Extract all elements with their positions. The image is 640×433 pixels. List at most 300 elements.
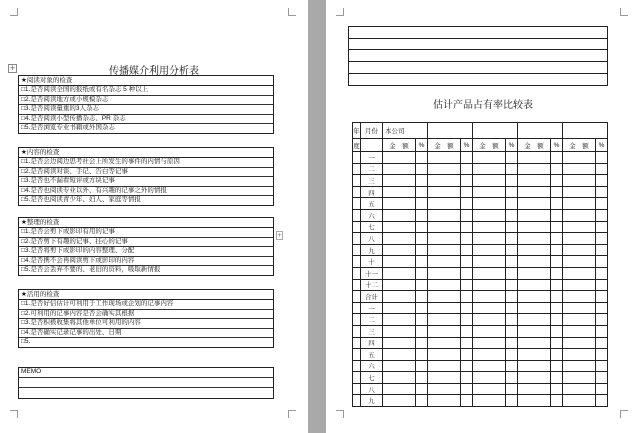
percent-header-cell: % (551, 139, 563, 152)
data-cell[interactable] (506, 256, 518, 268)
data-cell[interactable] (473, 186, 506, 198)
data-cell[interactable] (428, 360, 461, 372)
data-cell[interactable] (506, 163, 518, 175)
data-cell[interactable] (563, 279, 596, 291)
data-cell[interactable] (551, 279, 563, 291)
data-cell[interactable] (518, 244, 551, 256)
checklist-item: □5.是否也阅读青少年、妇人、家庭等情报 (21, 195, 141, 203)
data-cell[interactable] (551, 395, 563, 407)
data-cell[interactable] (563, 152, 596, 164)
data-cell[interactable] (383, 221, 416, 233)
crop-mark-bottom-right (288, 410, 296, 418)
data-cell[interactable] (473, 233, 506, 245)
amount-header-cell: 金 额 (383, 139, 416, 152)
data-cell[interactable] (551, 349, 563, 361)
data-cell[interactable] (506, 221, 518, 233)
data-cell[interactable] (473, 152, 506, 164)
data-cell[interactable] (563, 256, 596, 268)
data-cell[interactable] (518, 349, 551, 361)
table-row (353, 267, 608, 279)
data-cell[interactable] (596, 349, 608, 361)
data-cell[interactable] (551, 325, 563, 337)
checklist-item: □1.是否会边阅边思考社会上所发生的事件的内情与原因 (19, 158, 273, 167)
data-cell[interactable] (506, 302, 518, 314)
data-cell[interactable] (416, 244, 428, 256)
data-cell[interactable] (563, 163, 596, 175)
data-cell[interactable] (416, 186, 428, 198)
month-label-cell: 十二 (361, 279, 383, 291)
data-cell[interactable] (383, 279, 416, 291)
year-cell (353, 383, 361, 395)
data-cell[interactable] (506, 372, 518, 384)
data-cell[interactable] (551, 209, 563, 221)
data-cell[interactable] (383, 152, 416, 164)
checklist-item: □3.是否将剪下或影印的内容整理、分配 (19, 247, 273, 256)
data-cell[interactable] (563, 291, 596, 303)
amount-header-cell: 金 额 (563, 139, 596, 152)
data-cell[interactable] (416, 152, 428, 164)
data-cell[interactable] (383, 360, 416, 372)
data-cell[interactable] (473, 209, 506, 221)
data-cell[interactable] (563, 175, 596, 187)
data-cell[interactable] (461, 233, 473, 245)
data-cell[interactable] (383, 175, 416, 187)
data-cell[interactable] (428, 209, 461, 221)
data-cell[interactable] (518, 395, 551, 407)
year-header-cell: 年 (353, 123, 361, 139)
blank-header-cell (361, 139, 383, 152)
data-cell[interactable] (461, 314, 473, 326)
checklist-item: □3.是否也不漏看短评或方块记事 (19, 177, 273, 186)
data-cell[interactable] (428, 349, 461, 361)
competitor-header-cell (518, 123, 563, 139)
year-cell (353, 372, 361, 384)
data-cell[interactable] (506, 244, 518, 256)
data-cell[interactable] (461, 267, 473, 279)
data-cell[interactable] (551, 256, 563, 268)
month-label-cell: 八 (361, 233, 383, 245)
data-cell[interactable] (416, 175, 428, 187)
data-cell[interactable] (473, 302, 506, 314)
data-cell[interactable] (551, 267, 563, 279)
data-cell[interactable] (383, 325, 416, 337)
data-cell[interactable] (506, 209, 518, 221)
data-cell[interactable] (428, 291, 461, 303)
data-cell[interactable] (461, 383, 473, 395)
table-row (353, 325, 608, 337)
data-cell[interactable] (563, 198, 596, 210)
data-cell[interactable] (506, 314, 518, 326)
data-cell[interactable] (461, 198, 473, 210)
data-cell[interactable] (416, 360, 428, 372)
data-cell[interactable] (473, 349, 506, 361)
data-cell[interactable] (428, 198, 461, 210)
data-cell[interactable] (596, 209, 608, 221)
checklist-item: □3.是否积极收集将其他单位可利用的内容 (19, 319, 273, 328)
checklist-item: □2.是否阅读地方或小规模杂志 (19, 96, 273, 105)
data-cell[interactable] (563, 244, 596, 256)
data-cell[interactable] (596, 337, 608, 349)
data-cell[interactable] (461, 372, 473, 384)
table-row (353, 302, 608, 314)
checklist-item: □2.是否剪下有趣的记事、挂心的记事 (19, 238, 273, 247)
data-cell[interactable] (518, 186, 551, 198)
data-cell[interactable] (506, 267, 518, 279)
data-cell[interactable] (563, 233, 596, 245)
table-move-handle-icon[interactable]: + (9, 64, 16, 72)
data-cell[interactable] (563, 267, 596, 279)
data-cell[interactable] (518, 314, 551, 326)
checklist-item: □3.是否阅读量重的3人杂志 (19, 105, 273, 114)
data-cell[interactable] (416, 337, 428, 349)
data-cell[interactable] (506, 152, 518, 164)
data-cell[interactable] (383, 349, 416, 361)
blank-line (349, 39, 607, 51)
data-cell[interactable] (551, 198, 563, 210)
blank-lined-box (348, 26, 608, 86)
data-cell[interactable] (563, 360, 596, 372)
data-cell[interactable] (461, 360, 473, 372)
data-cell[interactable] (563, 302, 596, 314)
data-cell[interactable] (551, 186, 563, 198)
data-cell[interactable] (428, 383, 461, 395)
data-cell[interactable] (416, 349, 428, 361)
data-cell[interactable] (551, 244, 563, 256)
data-cell[interactable] (428, 267, 461, 279)
data-cell[interactable] (461, 302, 473, 314)
data-cell[interactable] (416, 256, 428, 268)
data-cell[interactable] (383, 267, 416, 279)
data-cell[interactable] (383, 256, 416, 268)
data-cell[interactable] (383, 186, 416, 198)
data-cell[interactable] (596, 198, 608, 210)
data-cell[interactable] (416, 383, 428, 395)
data-cell[interactable] (506, 360, 518, 372)
data-cell[interactable] (383, 244, 416, 256)
year-cell (353, 395, 361, 407)
data-cell[interactable] (596, 152, 608, 164)
data-cell[interactable] (416, 221, 428, 233)
data-cell[interactable] (428, 256, 461, 268)
data-cell[interactable] (428, 314, 461, 326)
year-cell (353, 244, 361, 256)
data-cell[interactable] (473, 314, 506, 326)
data-cell[interactable] (563, 325, 596, 337)
data-cell[interactable] (596, 360, 608, 372)
data-cell[interactable] (473, 325, 506, 337)
amount-header-cell: 金 额 (473, 139, 506, 152)
data-cell[interactable] (551, 302, 563, 314)
data-cell[interactable] (518, 175, 551, 187)
data-cell[interactable] (416, 279, 428, 291)
checklist-item: □4.是否携不会再阅读剪下或影印的内容 (19, 257, 273, 266)
data-cell[interactable] (518, 383, 551, 395)
data-cell[interactable] (551, 152, 563, 164)
data-cell[interactable] (473, 279, 506, 291)
year-cell (353, 267, 361, 279)
data-cell[interactable] (563, 314, 596, 326)
data-cell[interactable] (518, 209, 551, 221)
data-cell[interactable] (506, 233, 518, 245)
data-cell[interactable] (461, 395, 473, 407)
year-cell (353, 186, 361, 198)
data-cell[interactable] (506, 395, 518, 407)
data-cell[interactable] (383, 233, 416, 245)
data-cell[interactable] (428, 186, 461, 198)
data-cell[interactable] (518, 267, 551, 279)
month-header-cell: 月份 (361, 123, 383, 139)
data-cell[interactable] (551, 163, 563, 175)
data-cell[interactable] (473, 395, 506, 407)
data-cell[interactable] (506, 337, 518, 349)
table-row (353, 209, 608, 221)
data-cell[interactable] (563, 186, 596, 198)
data-cell[interactable] (383, 372, 416, 384)
data-cell[interactable] (416, 302, 428, 314)
table-row (353, 395, 608, 407)
month-label-cell: 十 (361, 256, 383, 268)
checklist-item: □5. (21, 337, 31, 345)
data-cell[interactable] (461, 209, 473, 221)
data-cell[interactable] (473, 372, 506, 384)
data-cell[interactable] (461, 325, 473, 337)
data-cell[interactable] (596, 395, 608, 407)
data-cell[interactable] (473, 337, 506, 349)
data-cell[interactable] (596, 233, 608, 245)
data-cell[interactable] (563, 349, 596, 361)
table-row (353, 279, 608, 291)
data-cell[interactable] (383, 291, 416, 303)
percent-header-cell: % (506, 139, 518, 152)
left-document-page (0, 0, 308, 433)
data-cell[interactable] (428, 233, 461, 245)
data-cell[interactable] (428, 221, 461, 233)
data-cell[interactable] (563, 383, 596, 395)
checklist-item: □4.是否也阅读专业以外、有兴趣的记事之外的情报 (19, 187, 273, 196)
section-heading: ★内容的检查 (21, 149, 60, 156)
data-cell[interactable] (596, 175, 608, 187)
data-cell[interactable] (461, 244, 473, 256)
data-cell[interactable] (506, 198, 518, 210)
data-cell[interactable] (461, 279, 473, 291)
data-cell[interactable] (551, 314, 563, 326)
data-cell[interactable] (563, 337, 596, 349)
checklist-item: □5.是否会丢弃不要的、老旧的资料，吸取新情报 (21, 265, 161, 273)
data-cell[interactable] (551, 372, 563, 384)
year-cell (353, 163, 361, 175)
data-cell[interactable] (461, 221, 473, 233)
data-cell[interactable] (416, 291, 428, 303)
data-cell[interactable] (596, 291, 608, 303)
data-cell[interactable] (461, 256, 473, 268)
data-cell[interactable] (416, 395, 428, 407)
data-cell[interactable] (563, 221, 596, 233)
data-cell[interactable] (596, 383, 608, 395)
data-cell[interactable] (563, 395, 596, 407)
table-row (353, 360, 608, 372)
month-label-cell: 六 (361, 209, 383, 221)
data-cell[interactable] (596, 372, 608, 384)
data-cell[interactable] (506, 279, 518, 291)
data-cell[interactable] (473, 383, 506, 395)
data-cell[interactable] (551, 383, 563, 395)
data-cell[interactable] (383, 383, 416, 395)
data-cell[interactable] (473, 163, 506, 175)
data-cell[interactable] (416, 267, 428, 279)
data-cell[interactable] (596, 279, 608, 291)
data-cell[interactable] (416, 372, 428, 384)
data-cell[interactable] (428, 175, 461, 187)
data-cell[interactable] (383, 209, 416, 221)
year-cell (353, 360, 361, 372)
year-cell (353, 221, 361, 233)
table-row (353, 291, 608, 303)
data-cell[interactable] (518, 360, 551, 372)
data-cell[interactable] (518, 152, 551, 164)
data-cell[interactable] (428, 163, 461, 175)
year-cell (353, 337, 361, 349)
memo-box (18, 367, 274, 399)
month-label-cell: 三 (361, 325, 383, 337)
data-cell[interactable] (473, 291, 506, 303)
data-cell[interactable] (428, 244, 461, 256)
table-resize-handle-icon[interactable]: + (277, 232, 283, 239)
month-label-cell: 七 (361, 372, 383, 384)
data-cell[interactable] (596, 186, 608, 198)
data-cell[interactable] (518, 291, 551, 303)
data-cell[interactable] (428, 302, 461, 314)
data-cell[interactable] (596, 244, 608, 256)
month-label-cell: 九 (361, 395, 383, 407)
data-cell[interactable] (596, 325, 608, 337)
data-cell[interactable] (416, 314, 428, 326)
blank-line (349, 50, 607, 62)
month-label-cell: 十一 (361, 267, 383, 279)
data-cell[interactable] (506, 383, 518, 395)
month-label-cell: 五 (361, 349, 383, 361)
data-cell[interactable] (596, 267, 608, 279)
amount-header-cell: 金 额 (428, 139, 461, 152)
table-row (353, 186, 608, 198)
data-cell[interactable] (551, 291, 563, 303)
month-label-cell: 八 (361, 383, 383, 395)
data-cell[interactable] (461, 186, 473, 198)
data-cell[interactable] (518, 198, 551, 210)
competitor-header-cell (428, 123, 473, 139)
data-cell[interactable] (506, 349, 518, 361)
data-cell[interactable] (461, 291, 473, 303)
year-cell (353, 302, 361, 314)
data-cell[interactable] (518, 163, 551, 175)
data-cell[interactable] (506, 291, 518, 303)
year-cell (353, 349, 361, 361)
data-cell[interactable] (596, 256, 608, 268)
data-cell[interactable] (551, 337, 563, 349)
table-row (353, 314, 608, 326)
month-label-cell: 七 (361, 221, 383, 233)
year-cell (353, 152, 361, 164)
data-cell[interactable] (596, 302, 608, 314)
data-cell[interactable] (506, 175, 518, 187)
data-cell[interactable] (551, 360, 563, 372)
data-cell[interactable] (518, 221, 551, 233)
data-cell[interactable] (461, 163, 473, 175)
data-cell[interactable] (461, 175, 473, 187)
data-cell[interactable] (506, 186, 518, 198)
data-cell[interactable] (383, 395, 416, 407)
crop-mark-top-left (336, 8, 344, 16)
data-cell[interactable] (473, 175, 506, 187)
month-label-cell: 三 (361, 175, 383, 187)
data-cell[interactable] (563, 209, 596, 221)
memo-blank-row (19, 378, 273, 388)
data-cell[interactable] (416, 209, 428, 221)
data-cell[interactable] (473, 360, 506, 372)
data-cell[interactable] (551, 221, 563, 233)
data-cell[interactable] (416, 163, 428, 175)
data-cell[interactable] (383, 163, 416, 175)
data-cell[interactable] (428, 337, 461, 349)
data-cell[interactable] (428, 325, 461, 337)
data-cell[interactable] (596, 163, 608, 175)
table-row (353, 163, 608, 175)
data-cell[interactable] (518, 337, 551, 349)
month-label-cell: 六 (361, 360, 383, 372)
data-cell[interactable] (596, 314, 608, 326)
data-cell[interactable] (473, 267, 506, 279)
competitor-header-cell (563, 123, 608, 139)
data-cell[interactable] (383, 337, 416, 349)
data-cell[interactable] (518, 233, 551, 245)
data-cell[interactable] (428, 372, 461, 384)
data-cell[interactable] (473, 244, 506, 256)
month-label-cell: 五 (361, 198, 383, 210)
data-cell[interactable] (473, 256, 506, 268)
data-cell[interactable] (518, 256, 551, 268)
data-cell[interactable] (416, 198, 428, 210)
table-row (353, 198, 608, 210)
data-cell[interactable] (551, 175, 563, 187)
month-label-cell: 九 (361, 244, 383, 256)
data-cell[interactable] (518, 372, 551, 384)
data-cell[interactable] (518, 302, 551, 314)
data-cell[interactable] (518, 325, 551, 337)
data-cell[interactable] (461, 337, 473, 349)
data-cell[interactable] (461, 349, 473, 361)
data-cell[interactable] (416, 325, 428, 337)
data-cell[interactable] (551, 233, 563, 245)
data-cell[interactable] (461, 152, 473, 164)
data-cell[interactable] (596, 221, 608, 233)
data-cell[interactable] (473, 221, 506, 233)
data-cell[interactable] (473, 198, 506, 210)
page-title: 传播媒介利用分析表 (109, 66, 199, 77)
data-cell[interactable] (428, 152, 461, 164)
data-cell[interactable] (428, 395, 461, 407)
checklist-item: □4.是否阅读小型传播杂志、PR 杂志 (19, 115, 273, 124)
data-cell[interactable] (518, 279, 551, 291)
data-cell[interactable] (506, 325, 518, 337)
data-cell[interactable] (383, 198, 416, 210)
data-cell[interactable] (383, 302, 416, 314)
data-cell[interactable] (416, 233, 428, 245)
data-cell[interactable] (428, 279, 461, 291)
checklist-item: □4.是否确实记录记事的出处、日期 (19, 329, 273, 338)
table-row (353, 349, 608, 361)
month-label-cell: 四 (361, 186, 383, 198)
data-cell[interactable] (563, 372, 596, 384)
data-cell[interactable] (383, 314, 416, 326)
